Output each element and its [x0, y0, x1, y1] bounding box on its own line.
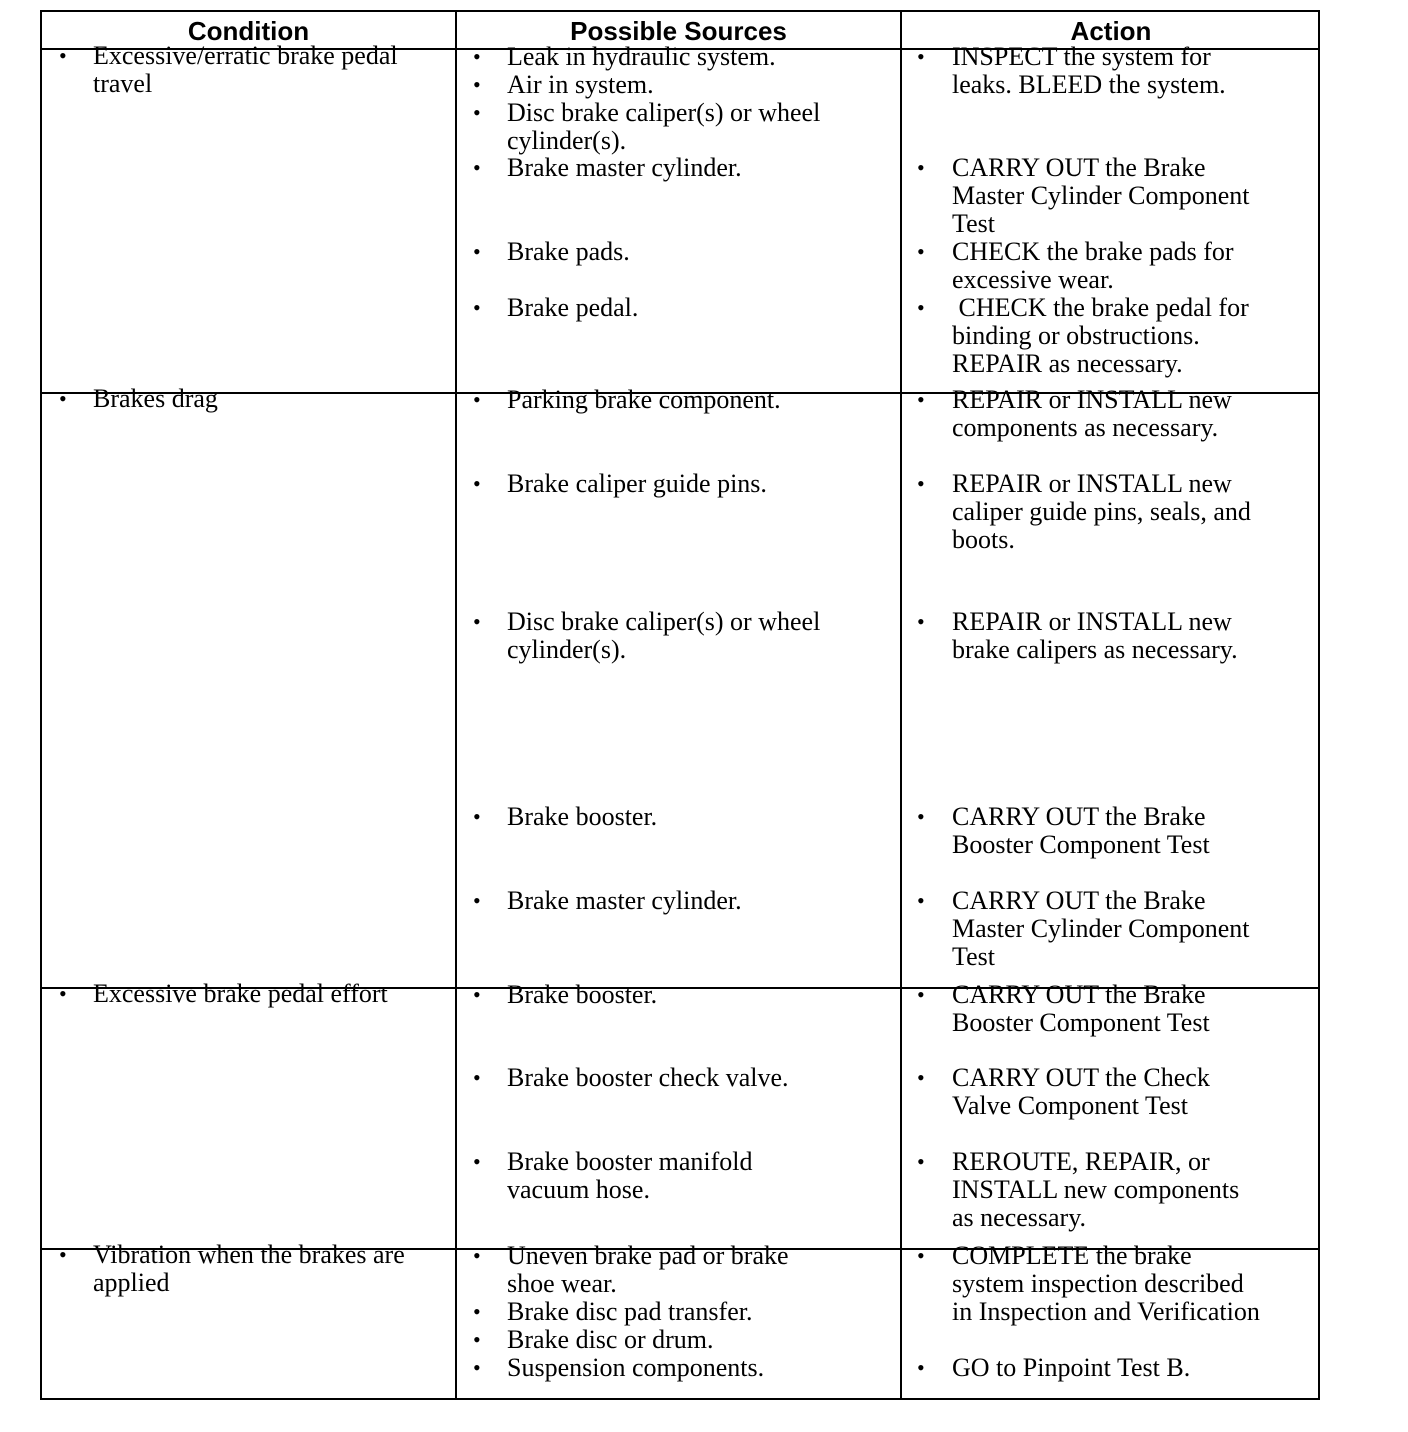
source-text: Brake master cylinder. — [507, 153, 742, 182]
action-text: as necessary. — [952, 1203, 1087, 1232]
bullet-icon: • — [917, 804, 925, 829]
bullet-icon: • — [917, 888, 925, 913]
action-text: in Inspection and Verification — [952, 1297, 1260, 1326]
bullet-icon: • — [473, 155, 481, 180]
action-text: caliper guide pins, seals, and — [952, 497, 1251, 526]
bullet-icon: • — [917, 1355, 925, 1380]
bullet-icon: • — [473, 1327, 481, 1352]
source-text: cylinder(s). — [507, 635, 627, 664]
action-text: Valve Component Test — [952, 1091, 1189, 1120]
action-text: Test — [952, 209, 995, 238]
bullet-icon: • — [473, 1355, 481, 1380]
action-text: GO to Pinpoint Test B. — [952, 1353, 1191, 1382]
condition-text: Excessive brake pedal effort — [93, 979, 388, 1008]
column-divider — [455, 12, 457, 1398]
source-text: Brake pads. — [507, 237, 630, 266]
action-text: Booster Component Test — [952, 1008, 1210, 1037]
action-text: binding or obstructions. — [952, 321, 1200, 350]
action-text: components as necessary. — [952, 413, 1219, 442]
bullet-icon: • — [473, 1299, 481, 1324]
bullet-icon: • — [917, 471, 925, 496]
action-text: Master Cylinder Component — [952, 181, 1250, 210]
action-text: CARRY OUT the Brake — [952, 886, 1206, 915]
action-text: Master Cylinder Component — [952, 914, 1250, 943]
bullet-icon: • — [473, 888, 481, 913]
bullet-icon: • — [473, 72, 481, 97]
bullet-icon: • — [917, 982, 925, 1007]
action-text: INSTALL new components — [952, 1175, 1240, 1204]
source-text: Leak in hydraulic system. — [507, 42, 776, 71]
bullet-icon: • — [473, 609, 481, 634]
bullet-icon: • — [473, 387, 481, 412]
action-text: REPAIR or INSTALL new — [952, 385, 1232, 414]
bullet-icon: • — [917, 1065, 925, 1090]
action-text: excessive wear. — [952, 265, 1114, 294]
action-text: CARRY OUT the Brake — [952, 980, 1206, 1009]
bullet-icon: • — [917, 609, 925, 634]
source-text: Brake disc pad transfer. — [507, 1297, 753, 1326]
source-text: Brake booster. — [507, 980, 658, 1009]
action-text: CHECK the brake pads for — [952, 237, 1234, 266]
action-text: system inspection described — [952, 1269, 1244, 1298]
header-condition: Condition — [187, 16, 310, 46]
source-text: Brake booster. — [507, 802, 658, 831]
bullet-icon: • — [917, 239, 925, 264]
column-divider — [900, 12, 902, 1398]
bullet-icon: • — [917, 1243, 925, 1268]
source-text: cylinder(s). — [507, 126, 627, 155]
bullet-icon: • — [59, 981, 67, 1006]
bullet-icon: • — [473, 239, 481, 264]
bullet-icon: • — [917, 295, 925, 320]
action-text: brake calipers as necessary. — [952, 635, 1238, 664]
source-text: Air in system. — [507, 70, 654, 99]
action-text: boots. — [952, 525, 1015, 554]
condition-text: Vibration when the brakes are — [93, 1240, 405, 1269]
action-text: CARRY OUT the Brake — [952, 153, 1206, 182]
bullet-icon: • — [473, 295, 481, 320]
source-text: Uneven brake pad or brake — [507, 1241, 789, 1270]
bullet-icon: • — [473, 471, 481, 496]
source-text: Brake booster manifold — [507, 1147, 753, 1176]
condition-text: Excessive/erratic brake pedal — [93, 41, 398, 70]
header-possible-sources: Possible Sources — [570, 16, 787, 46]
action-text: Booster Component Test — [952, 830, 1210, 859]
bullet-icon: • — [473, 44, 481, 69]
action-text: Test — [952, 942, 995, 971]
source-text: Brake disc or drum. — [507, 1325, 714, 1354]
bullet-icon: • — [473, 982, 481, 1007]
source-text: Brake pedal. — [507, 293, 639, 322]
bullet-icon: • — [59, 386, 67, 411]
bullet-icon: • — [917, 387, 925, 412]
diagnosis-table — [40, 10, 1320, 1400]
source-text: Brake master cylinder. — [507, 886, 742, 915]
bullet-icon: • — [473, 804, 481, 829]
source-text: shoe wear. — [507, 1269, 617, 1298]
bullet-icon: • — [473, 1243, 481, 1268]
source-text: Suspension components. — [507, 1353, 765, 1382]
source-text: Disc brake caliper(s) or wheel — [507, 607, 821, 636]
condition-text: Brakes drag — [93, 384, 218, 413]
source-text: Disc brake caliper(s) or wheel — [507, 98, 821, 127]
action-text: leaks. BLEED the system. — [952, 70, 1226, 99]
bullet-icon: • — [59, 43, 67, 68]
action-text: REROUTE, REPAIR, or — [952, 1147, 1210, 1176]
header-action: Action — [1070, 16, 1152, 46]
source-text: Parking brake component. — [507, 385, 781, 414]
condition-text: applied — [93, 1268, 170, 1297]
bullet-icon: • — [917, 1149, 925, 1174]
bullet-icon: • — [917, 155, 925, 180]
bullet-icon: • — [473, 1065, 481, 1090]
action-text: REPAIR as necessary. — [952, 349, 1183, 378]
bullet-icon: • — [473, 1149, 481, 1174]
condition-text: travel — [93, 69, 153, 98]
source-text: Brake caliper guide pins. — [507, 469, 767, 498]
bullet-icon: • — [59, 1242, 67, 1267]
action-text: COMPLETE the brake — [952, 1241, 1192, 1270]
action-text: CHECK the brake pedal for — [952, 293, 1249, 322]
action-text: CARRY OUT the Check — [952, 1063, 1210, 1092]
source-text: vacuum hose. — [507, 1175, 650, 1204]
action-text: REPAIR or INSTALL new — [952, 607, 1232, 636]
action-text: INSPECT the system for — [952, 42, 1211, 71]
bullet-icon: • — [917, 44, 925, 69]
action-text: REPAIR or INSTALL new — [952, 469, 1232, 498]
bullet-icon: • — [473, 100, 481, 125]
source-text: Brake booster check valve. — [507, 1063, 789, 1092]
action-text: CARRY OUT the Brake — [952, 802, 1206, 831]
